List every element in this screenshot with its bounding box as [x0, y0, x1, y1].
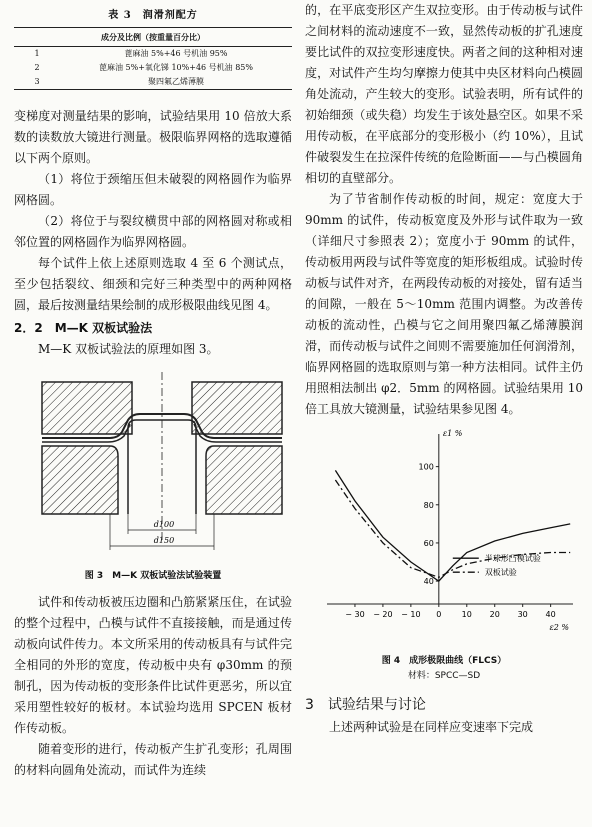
table-row: [14, 61, 292, 75]
table-cell-content: 聚四氟乙烯薄膜: [60, 75, 292, 90]
mk-apparatus-diagram: [14, 364, 292, 564]
table-cell-no: 3: [14, 75, 60, 90]
legend-label-1: 半球形凸模试验: [484, 554, 541, 564]
paragraph: M—K 双板试验法的原理如图 3。: [38, 342, 219, 356]
right-column: [305, 0, 583, 738]
table-cell-no: 1: [34, 49, 40, 58]
paragraph: 试件和传动板被压边圈和凸筋紧紧压住，在试验的整个过程中，凸模与试件不直接接触，而是通过传动板向试件传力。本文所采用的传动板具有与试件完全相同的外形的宽度，传动板中央有 φ30mm 的预制孔，因为传动板的变形条件比试件更恶劣，所以宜采用塑性较好的板材。本试验均选用 SPCEN 板材作传动板。: [14, 595, 292, 735]
die-right: [206, 446, 282, 514]
paragraph: 变梯度对测量结果的影响，试验结果用 10 倍放大系数的读数放大镜进行测量。极限临界网格的选取遵循以下两个原则。: [14, 109, 292, 165]
die-left: [42, 446, 118, 514]
x-tick-label: 30: [517, 610, 528, 619]
paragraph: 随着变形的进行，传动板产生扩孔变形；孔周围的材料向圆角处流动，而试件为连续: [14, 742, 292, 777]
y-tick-label: 60: [423, 538, 434, 548]
paragraph: （2）将位于与裂纹横贯中部的网格圆对称或相邻位置的网格圆作为临界网格圆。: [14, 214, 292, 249]
paragraph: 的，在平底变形区产生双拉变形。由于传动板与试件之间材料的流动速度不一致，显然传动板的扩孔速度要比试件的双拉变形速度快。两者之间的这种相对速度，对试件产生均匀摩擦力使其中央区材料向凸模圆角处流动，产生较大的变形。试验表明，所有试件的初始细颈（或失稳）均发生于该处悬空区。如果不采用传动板，在平底部分的变形极小（约 10%），且试件破裂发生在拉深件传统的危险断面——与凸模圆角相切的直壁部分。: [305, 3, 583, 185]
figure-3: [14, 364, 292, 584]
blank-holder-left: [42, 382, 132, 434]
flc-chart: [305, 426, 583, 636]
y-tick-label: 40: [423, 577, 434, 587]
x-tick-label: 0: [436, 610, 442, 619]
punch: [128, 420, 196, 514]
left-column: [14, 0, 292, 781]
y-tick-label: 100: [418, 462, 434, 472]
series-line-1: [335, 470, 570, 581]
section-title: 试验结果与讨论: [327, 697, 426, 713]
table-row: [14, 75, 292, 90]
section-number: 3: [305, 697, 314, 713]
table-header: 成分及比例（按重量百分比）: [14, 28, 292, 47]
x-tick-label: 10: [461, 610, 472, 619]
table-cell-content: 蓖麻油 5%+46 号机油 95%: [124, 49, 228, 58]
y-tick-label: 80: [423, 500, 434, 510]
y-axis-label: ε1 %: [442, 429, 463, 438]
paragraph: 为了节省制作传动板的时间，规定：宽度大于 90mm 的试件，传动板宽度及外形与试件取为一致（详细尺寸参照表 2）；宽度小于 90mm 的试件，传动板用两段与试件等宽度的矩形板组成。试验时传动板与试件对齐，在两段传动板的对接处，留有适当的间隙，一般在 5～10mm 范围内调整。为改善传动板的流动性，凸模与它之间用聚四氟乙烯薄膜润滑，而传动板与试件之间则不需要施加任何润滑剂，临界网格圆的选取原则与第一种方法相同。试件主仍用照相法制出 φ2．5mm 的网格圆。试验结果用 10 倍工具放大镜测量，试验结果参见图 4。: [305, 192, 583, 416]
legend-label-2: 双板试验: [484, 568, 517, 578]
paragraph: （1）将位于颈缩压但未破裂的网格圆作为临界网格圆。: [14, 172, 292, 207]
figure-4: [305, 426, 583, 651]
lubricant-table: [14, 27, 292, 90]
section-3-heading: [305, 693, 583, 717]
x-tick-label: − 10: [401, 610, 421, 619]
paragraph: 上述两种试验是在同样应变速率下完成: [329, 720, 534, 734]
x-axis-label: ε2 %: [549, 623, 569, 632]
table-header-row: [14, 28, 292, 47]
x-tick-label: 20: [489, 610, 500, 619]
section-heading: 2．2 M—K 双板试验法: [14, 321, 153, 335]
table-title: 表 3 润滑剂配方: [108, 10, 198, 21]
figure-3-caption: 图 3 M—K 双板试验法试验装置: [84, 571, 222, 581]
x-tick-label: − 20: [373, 610, 393, 619]
figure-4-caption: 图 4 成形极限曲线（FLCS）: [381, 656, 507, 666]
figure-4-material: 材料：SPCC—SD: [407, 671, 481, 681]
blank-holder-right: [192, 382, 282, 434]
dim-label-d100: d100: [153, 520, 175, 529]
x-tick-label: 40: [545, 610, 556, 619]
paragraph: 每个试件上依上述原则选取 4 至 6 个测试点，至少包括裂纹、细颈和完好三种类型中的两种网格圆，最后按测量结果绘制的成形极限曲线见图 4。: [14, 256, 292, 312]
table-cell-no: 2: [34, 63, 40, 72]
dim-label-d150: d150: [153, 536, 175, 545]
x-tick-label: − 30: [345, 610, 365, 619]
table-cell-content: 蓖麻油 5%+氧化锑 10%+46 号机油 85%: [98, 63, 253, 72]
table-row: [14, 47, 292, 62]
